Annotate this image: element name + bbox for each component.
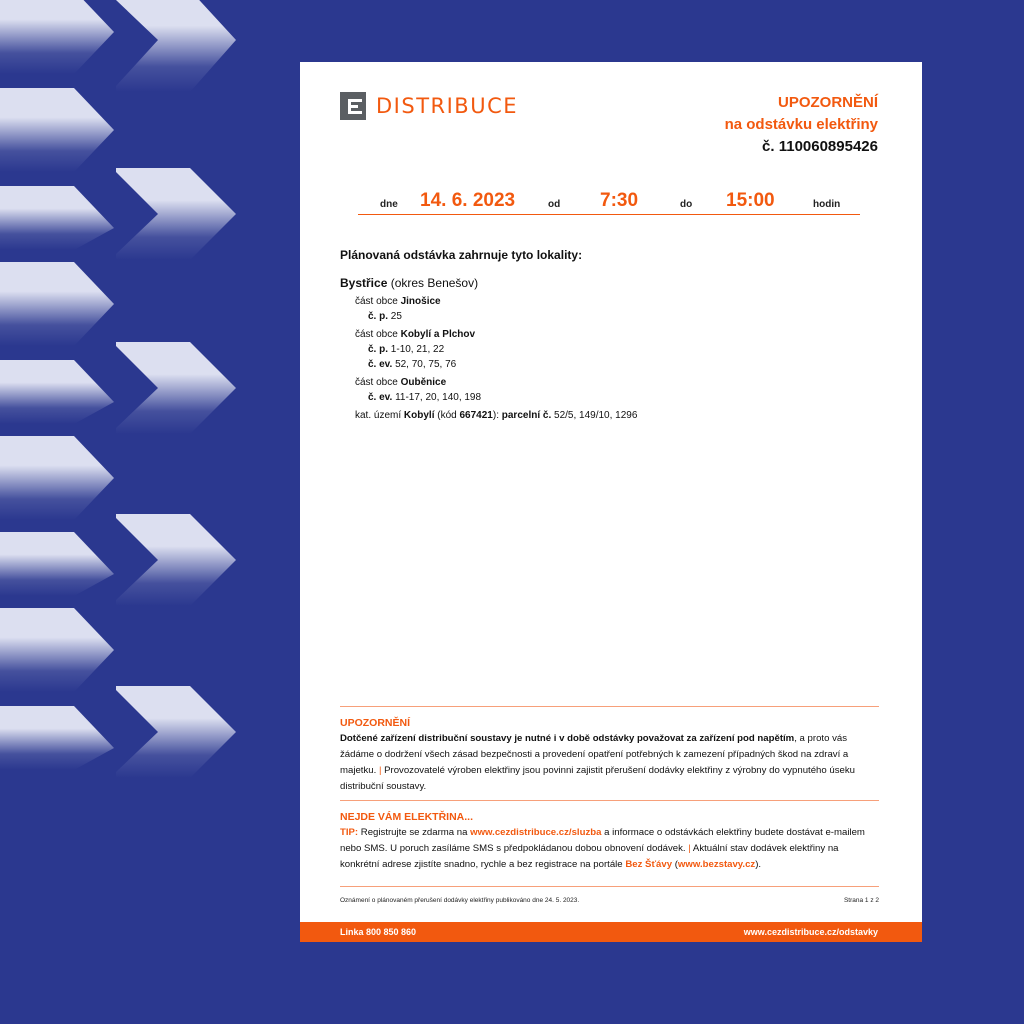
notice-number: č. 110060895426 — [762, 138, 878, 155]
outage-date: 14. 6. 2023 — [420, 190, 516, 211]
bezstavy-link[interactable]: www.bezstavy.cz — [677, 859, 756, 870]
logo-text: DISTRIBUCE — [376, 94, 519, 118]
outage-start-time: 7:30 — [600, 190, 639, 211]
date-label: dne — [380, 199, 398, 210]
tip-title: NEJDE VÁM ELEKTŘINA... — [340, 811, 474, 823]
notice-header — [725, 92, 878, 158]
town-district: (okres Benešov) — [390, 276, 479, 290]
outage-end-time: 15:00 — [726, 190, 775, 211]
outage-schedule — [358, 182, 860, 215]
notice-title: UPOZORNĚNÍ — [777, 94, 878, 111]
registration-link[interactable]: www.cezdistribuce.cz/sluzba — [470, 827, 602, 838]
hotline: Linka 800 850 860 — [340, 927, 417, 937]
from-label: od — [548, 199, 561, 210]
tip-text: TIP: Registrujte se zdarma na www.cezdistribuce.cz/sluzba a informace o odstávkách elektřiny budete dostávat e-mailem nebo SMS. U poruch zasíláme SMS s předpokládanou dobou obnovení dodávek. | Aktuální stav dodávek elektřiny na konkrétní adrese zjistíte snadno, rychle a bez registrace na portále Bez Šťávy (www.bezstavy.cz). — [340, 827, 865, 870]
hours-label: hodin — [813, 199, 841, 210]
outage-notice-document — [300, 62, 922, 942]
registry-numbers: č. ev. 11-17, 20, 140, 198 — [368, 392, 482, 403]
warning-text: Dotčené zařízení distribuční soustavy je nutné i v době odstávky považovat za zařízení pod napětím, a proto vás žádáme o dodržení všech zásad bezpečnosti a provedení opatření potřebných k zamezení případných škod na zdraví a majetku. | Provozovatelé výroben elektřiny jsou povinni zajistit přerušení dodávky elektřiny z výrobny do vypnutého úseku distribuční soustavy. — [340, 733, 855, 792]
tip-box — [340, 800, 879, 873]
town-line — [340, 276, 880, 290]
cez-distribuce-logo — [340, 92, 518, 120]
house-numbers: č. p. 25 — [368, 311, 402, 322]
house-numbers: č. p. 1-10, 21, 22 — [368, 344, 445, 355]
part-line: část obce Jinošice — [355, 296, 441, 307]
part-line: část obce Kobylí a Plchov — [355, 329, 476, 340]
part-name: Kobylí a Plchov — [400, 329, 476, 340]
town-name: Bystřice — [340, 276, 388, 290]
cez-logo-icon — [340, 92, 366, 120]
notice-subtitle: na odstávku elektřiny — [724, 116, 878, 133]
portal-name: Bez Šťávy — [625, 859, 673, 870]
warning-title: UPOZORNĚNÍ — [340, 717, 411, 729]
locations-section — [340, 248, 880, 423]
locations-intro: Plánovaná odstávka zahrnuje tyto lokality: — [340, 248, 583, 262]
page-number: Strana 1 z 2 — [843, 897, 879, 904]
registry-numbers: č. ev. 52, 70, 75, 76 — [368, 359, 457, 370]
to-label: do — [680, 199, 693, 210]
part-name: Ouběnice — [400, 377, 447, 388]
cadastral-line: kat. území Kobylí (kód 667421): parcelní č. 52/5, 149/10, 1296 — [355, 410, 638, 421]
background-arrow-pattern — [0, 0, 300, 1024]
footer-bar — [300, 922, 922, 942]
publication-text: Oznámení o plánovaném přerušení dodávky elektřiny publikováno dne 24. 5. 2023. — [340, 897, 580, 904]
footer-url[interactable]: www.cezdistribuce.cz/odstavky — [743, 927, 878, 937]
part-line: část obce Ouběnice — [355, 377, 447, 388]
part-name: Jinošice — [400, 296, 441, 307]
warning-box — [340, 706, 879, 795]
publication-note — [340, 886, 879, 904]
